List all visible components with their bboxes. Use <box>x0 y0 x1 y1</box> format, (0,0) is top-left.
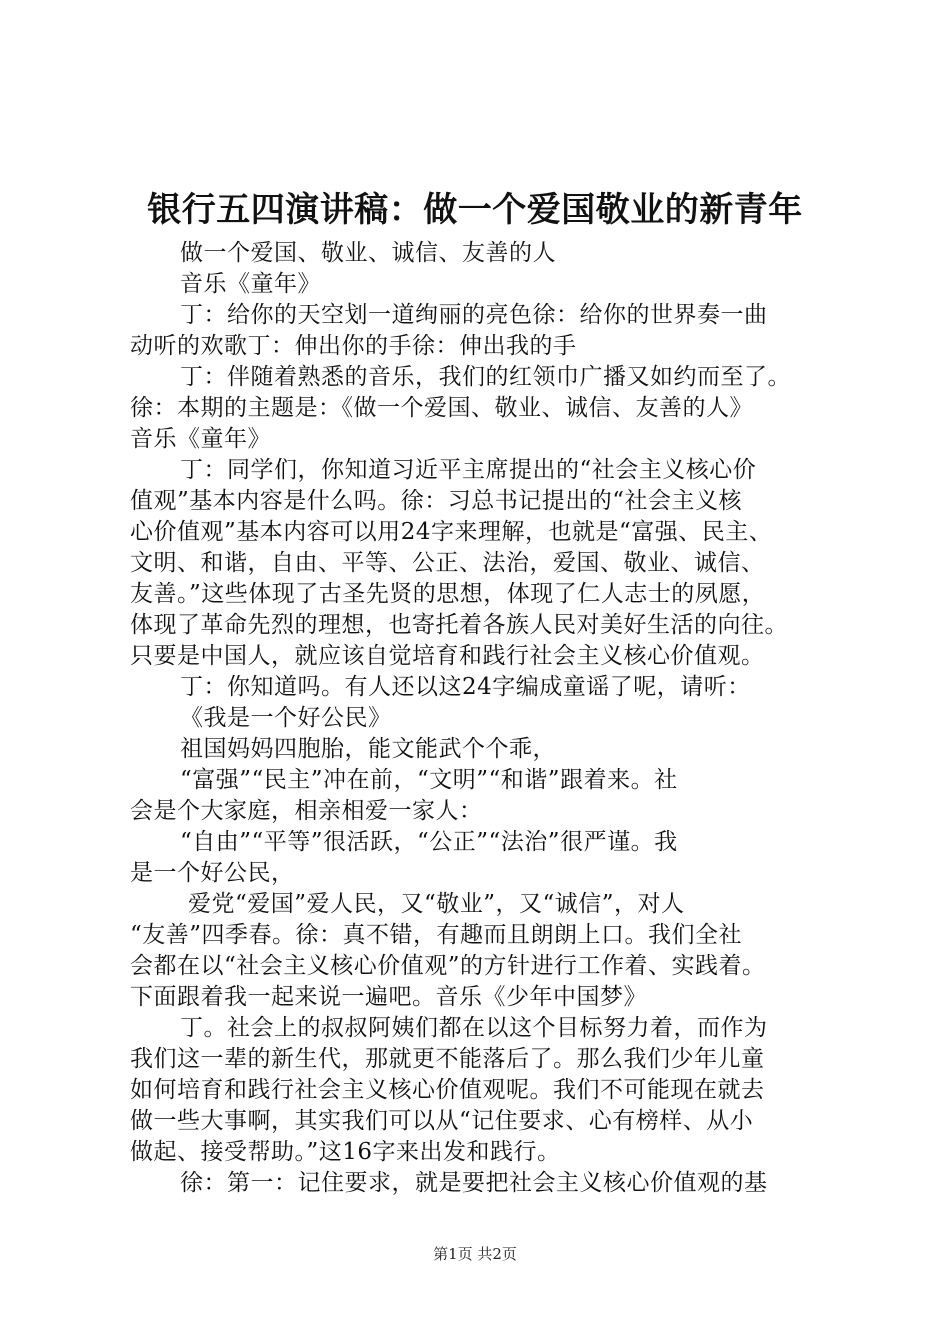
document-body <box>130 238 850 1199</box>
text-line: “自由”“平等”很活跃，“公正”“法治”很严谨。我 <box>180 829 678 855</box>
text-line: 心价值观”基本内容可以用24字来理解，也就是“富强、民主、 <box>130 519 773 545</box>
text-line: “友善”四季春。徐：真不错，有趣而且朗朗上口。我们全社 <box>130 922 743 948</box>
text-line: 丁：伴随着熟悉的音乐，我们的红领巾广播又如约而至了。 <box>180 364 791 390</box>
text-line: 会是个大家庭，相亲相爱一家人： <box>130 798 483 824</box>
text-line: 友善。”这些体现了古圣先贤的思想，体现了仁人志士的夙愿， <box>130 581 766 607</box>
text-line: 音乐《童年》 <box>180 271 321 297</box>
text-line: 《我是一个好公民》 <box>180 705 392 731</box>
text-line: 只要是中国人，就应该自觉培育和践行社会主义核心价值观。 <box>130 643 765 669</box>
text-line: 做起、接受帮助。”这16字来出发和践行。 <box>130 1139 561 1165</box>
text-line: 徐：第一：记住要求，就是要把社会主义核心价值观的基 <box>180 1170 768 1196</box>
document-title: 银行五四演讲稿：做一个爱国敬业的新青年 <box>147 190 803 230</box>
text-line: 丁：给你的天空划一道绚丽的亮色徐：给你的世界奏一曲 <box>180 302 768 328</box>
text-line: 如何培育和践行社会主义核心价值观呢。我们不可能现在就去 <box>130 1077 765 1103</box>
page-number-footer: 第1页 共2页 <box>433 1245 517 1263</box>
text-line: 会都在以“社会主义核心价值观”的方针进行工作着、实践着。 <box>130 953 766 979</box>
text-line: 是一个好公民， <box>130 860 295 886</box>
text-line: 我们这一辈的新生代，那就更不能落后了。那么我们少年儿童 <box>130 1046 765 1072</box>
text-line: 下面跟着我一起来说一遍吧。音乐《少年中国梦》 <box>130 984 647 1010</box>
text-line: 动听的欢歌丁：伸出你的手徐：伸出我的手 <box>130 333 577 359</box>
text-line: 体现了革命先烈的理想，也寄托着各族人民对美好生活的向往。 <box>130 612 788 638</box>
text-line: 音乐《童年》 <box>130 426 271 452</box>
text-line: 做一些大事啊，其实我们可以从“记住要求、心有榜样、从小 <box>130 1108 754 1134</box>
text-line: 爱党“爱国”爱人民，又“敬业”，又“诚信”，对人 <box>188 891 685 917</box>
text-line: 值观”基本内容是什么吗。徐：习总书记提出的“社会主义核 <box>130 488 743 514</box>
text-line: 徐：本期的主题是：《做一个爱国、敬业、诚信、友善的人》 <box>130 395 753 421</box>
text-line: “富强”“民主”冲在前，“文明”“和谐”跟着来。社 <box>180 767 678 793</box>
text-line: 祖国妈妈四胞胎，能文能武个个乖， <box>180 736 556 762</box>
text-line: 丁：你知道吗。有人还以这24字编成童谣了呢，请听： <box>180 674 751 700</box>
text-line: 做一个爱国、敬业、诚信、友善的人 <box>180 240 556 266</box>
text-line: 文明、和谐，自由、平等、公正、法治，爱国、敬业、诚信、 <box>130 550 765 576</box>
text-line: 丁。社会上的叔叔阿姨们都在以这个目标努力着，而作为 <box>180 1015 768 1041</box>
text-line: 丁：同学们，你知道习近平主席提出的“社会主义核心价 <box>180 457 757 483</box>
